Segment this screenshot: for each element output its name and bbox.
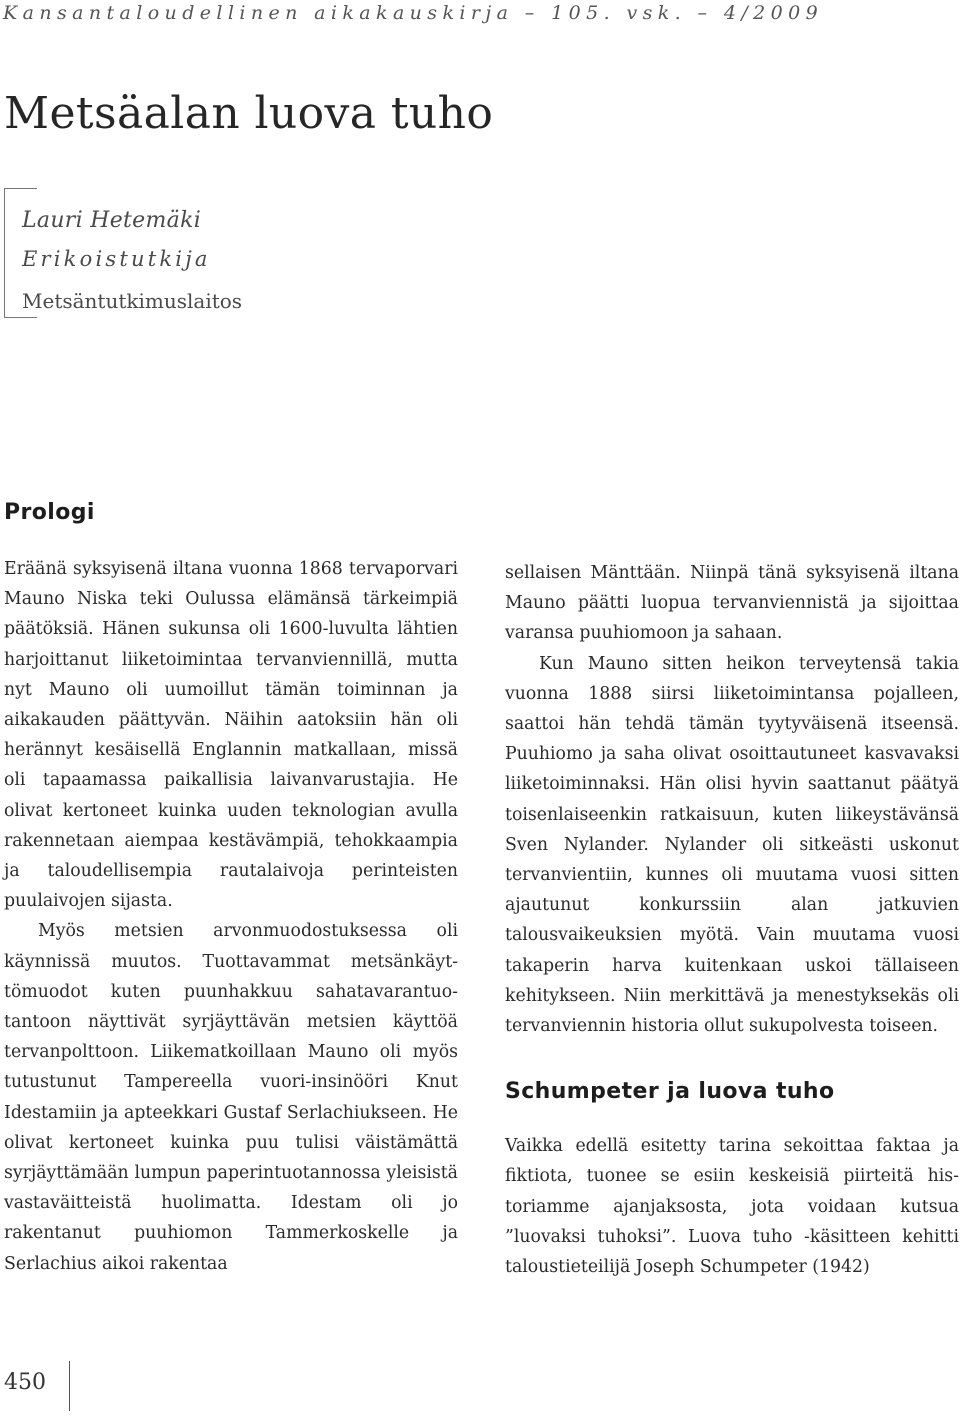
prologi-paragraph-2-continued: sellaisen Mänttään. Niinpä tänä syksyisenä iltana Mauno päätti luopua tervanviennistä ja sijoittaa varansa puuhiomoon ja sahaan. [505, 563, 959, 644]
right-column [505, 558, 959, 1282]
prologi-paragraph-3: Kun Mauno sitten heikon terveytensä takia vuonna 1888 siirsi liiketoimintansa pojalleen, saattoi hän tehdä tämän tyytyväisenä itseensä. Puuhiomo ja saha olivat osoittautuneet kasvavaksi liiketoiminnaksi. Hän olisi hyvin saattanut päätyä toisenlaiseenkin ratkaisuun, kuten liikeystävänsä Sven Nylander. Nylander oli sitkeästi uskonut tervanvientiin, kunnes oli muutama vuosi sitten ajautunut konkurssiin alan jatkuvien talousvaikeuksien myötä. Vain muutama vuosi takaperin harva kuitenkaan uskoi tällaiseen kehitykseen. Niin merkittävä ja menestyksekäs oli tervanviennin historia ollut sukupolvesta toiseen. [505, 653, 959, 1037]
page-number-rule [69, 1361, 70, 1411]
left-column [4, 498, 458, 1279]
prologi-paragraph-1: Eräänä syksyisenä iltana vuonna 1868 tervaporvari Mauno Niska teki Oulussa elämänsä tärkeimpiä päätöksiä. Hänen sukunsa oli 1600-luvulta lähtien harjoittanut liiketoimintaa tervanviennillä, mutta nyt Mauno oli uumoillut tämän toiminnan ja aikakauden päättyvän. Näihin aatoksiin hän oli herännyt kesäisellä Englannin matkallaan, missä oli tapaamassa paikallisia laivanvarustajia. He olivat kertoneet kuinka uuden teknologian avulla rakennetaan aiempaa kestävämpiä, tehokkaampia ja taloudellisempia rautalaivoja perinteisten puulaivojen sijasta. [4, 559, 458, 912]
prologi-paragraph-2: Myös metsien arvonmuodostuksessa oli käynnissä muutos. Tuottavammat metsänkäyttömuodot kuten puunhakkuu sahatavarantuotantoon näyttivät syrjäyttävän metsien käyttöä tervanpolttoon. Liikematkoillaan Mauno oli myös tutustunut Tampereella vuori-insinööri Knut Idestamiin ja apteekkari Gustaf Serlachiukseen. He olivat kertoneet kuinka puu tulisi väistämättä syrjäyttämään lumpun paperintuotannossa yleisistä vastaväitteistä huolimatta. Idestam oli jo rakentanut puuhiomon Tammerkoskelle ja Serlachius aikoi rakentaa [4, 921, 458, 1274]
article-title: Metsäalan luova tuho [4, 88, 494, 139]
section-heading-schumpeter: Schumpeter ja luova tuho [505, 1079, 835, 1105]
section-heading-prologi: Prologi [4, 500, 95, 525]
running-header: Kansantaloudellinen aikakauskirja – 105. vsk. – 4/2009 [3, 2, 824, 24]
author-affiliation: Metsäntutkimuslaitos [22, 289, 243, 313]
byline [22, 206, 242, 315]
author-role: Erikoistutkija [22, 247, 211, 271]
page-number: 450 [4, 1370, 46, 1395]
author-name: Lauri Hetemäki [22, 208, 202, 233]
schumpeter-paragraph-1: Vaikka edellä esitetty tarina sekoittaa faktaa ja fiktiota, tuonee se esiin keskeisiä piirteitä historiamme ajanjaksosta, jota voidaan kutsua ”luovaksi tuhoksi”. Luova tuho -käsitteen kehitti taloustieteilijä Joseph Schumpeter (1942) [505, 1136, 959, 1278]
